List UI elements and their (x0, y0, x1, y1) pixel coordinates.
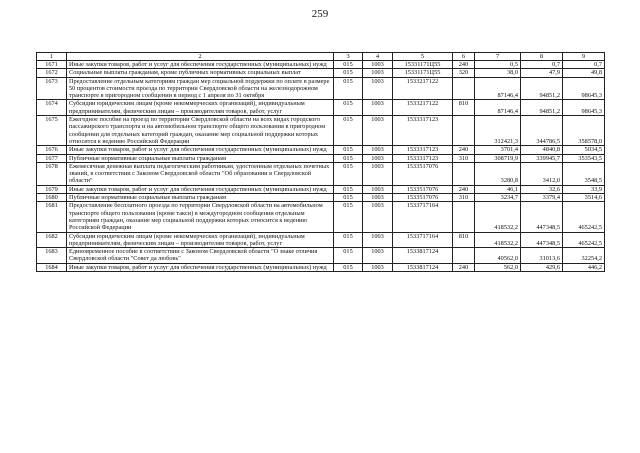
section-code: 1003 (363, 100, 393, 116)
row-description: Единовременное пособие в соответствии с Законом Свердловской области "О знаке отличия Свердловской области "Совет да любовь" (67, 248, 334, 264)
row-description: Предоставление отдельным категориям граждан мер социальной поддержки по оплате в размере 50 процентов стоимости проезда по территории Свердловской области на железнодорожном транспорте в пригородном сообщении в период с 1 апреля по 31 октября (67, 77, 334, 100)
target-article-code: 15331171Ц55 (393, 61, 453, 69)
target-article-code: 1533517076 (393, 194, 453, 202)
row-description: Ежемесячная денежная выплата педагогическим работникам, удостоенным отдельных почетных званий, в соответствии с Законом Свердловской области "Об образовании в Свердловской области" (67, 162, 334, 185)
row-description: Иные закупки товаров, работ и услуг для обеспечения государственных (муниципальных) нужд (67, 263, 334, 271)
amount-year-2: 0,7 (521, 61, 563, 69)
amount-year-2: 339945,7 (521, 154, 563, 162)
amount-year-3: 3514,6 (563, 194, 605, 202)
section-code: 1003 (363, 248, 393, 264)
budget-table (36, 52, 605, 272)
row-description: Иные закупки товаров, работ и услуг для обеспечения государственных (муниципальных) нужд (67, 146, 334, 154)
expense-type-code (453, 77, 475, 100)
table-row (37, 202, 605, 232)
row-description: Иные закупки товаров, работ и услуг для обеспечения государственных (муниципальных) нужд (67, 185, 334, 193)
amount-year-2: 94851,2 (521, 100, 563, 116)
row-description: Иные закупки товаров, работ и услуг для обеспечения государственных (муниципальных) нужд (67, 61, 334, 69)
row-number: 1675 (37, 116, 67, 146)
amount-year-2: 3379,4 (521, 194, 563, 202)
amount-year-1: 87146,4 (475, 100, 521, 116)
amount-year-3: 0,7 (563, 61, 605, 69)
column-header: 4 (363, 53, 393, 61)
section-code: 1003 (363, 61, 393, 69)
amount-year-1: 418532,2 (475, 232, 521, 248)
expense-type-code (453, 248, 475, 264)
table-row (37, 185, 605, 193)
target-article-code: 1533717164 (393, 232, 453, 248)
amount-year-2: 31013,6 (521, 248, 563, 264)
amount-year-3: 98645,3 (563, 77, 605, 100)
table-row (37, 194, 605, 202)
row-number: 1672 (37, 69, 67, 77)
ministry-code: 015 (334, 185, 363, 193)
amount-year-2: 94851,2 (521, 77, 563, 100)
target-article-code: 1533517076 (393, 162, 453, 185)
amount-year-1: 418532,2 (475, 202, 521, 232)
amount-year-2: 447348,5 (521, 202, 563, 232)
amount-year-1: 3701,4 (475, 146, 521, 154)
row-description: Публичные нормативные социальные выплаты гражданам (67, 194, 334, 202)
section-code: 1003 (363, 69, 393, 77)
target-article-code: 1533217122 (393, 100, 453, 116)
row-number: 1680 (37, 194, 67, 202)
ministry-code: 015 (334, 194, 363, 202)
ministry-code: 015 (334, 248, 363, 264)
section-code: 1003 (363, 263, 393, 271)
amount-year-2: 344786,5 (521, 116, 563, 146)
expense-type-code (453, 202, 475, 232)
target-article-code: 1533317123 (393, 116, 453, 146)
expense-type-code: 810 (453, 232, 475, 248)
amount-year-3: 465242,5 (563, 202, 605, 232)
target-article-code: 1533817124 (393, 263, 453, 271)
page-number: 259 (311, 8, 329, 20)
table-row (37, 100, 605, 116)
section-code: 1003 (363, 185, 393, 193)
amount-year-1: 87146,4 (475, 77, 521, 100)
amount-year-2: 3412,0 (521, 162, 563, 185)
column-header: 3 (334, 53, 363, 61)
amount-year-2: 32,6 (521, 185, 563, 193)
row-description: Субсидии юридическим лицам (кроме некоммерческих организаций), индивидуальным предпринимателям, физическим лицам – производителям товаров, работ, услуг (67, 100, 334, 116)
table-row (37, 77, 605, 100)
section-code: 1003 (363, 162, 393, 185)
row-number: 1681 (37, 202, 67, 232)
amount-year-1: 0,5 (475, 61, 521, 69)
row-description: Ежегодное пособие на проезд по территории Свердловской области на всех видах городского пассажирского транспорта и на автомобильном транспорте общего пользования в пригородном сообщении для отдельных категорий граждан, оказание мер социальной поддержки которых относится к ведению Российской Федерации (67, 116, 334, 146)
row-number: 1677 (37, 154, 67, 162)
amount-year-3: 5034,5 (563, 146, 605, 154)
ministry-code: 015 (334, 116, 363, 146)
amount-year-3: 465242,5 (563, 232, 605, 248)
column-header: 8 (521, 53, 563, 61)
ministry-code: 015 (334, 202, 363, 232)
row-number: 1683 (37, 248, 67, 264)
row-number: 1676 (37, 146, 67, 154)
expense-type-code: 320 (453, 69, 475, 77)
ministry-code: 015 (334, 100, 363, 116)
target-article-code: 1533717164 (393, 202, 453, 232)
column-header: 6 (453, 53, 475, 61)
amount-year-1: 40562,0 (475, 248, 521, 264)
row-description: Социальные выплаты гражданам, кроме публичных нормативных социальных выплат (67, 69, 334, 77)
table-row (37, 232, 605, 248)
target-article-code: 15331171Ц55 (393, 69, 453, 77)
amount-year-3: 33,9 (563, 185, 605, 193)
target-article-code: 1533517076 (393, 185, 453, 193)
amount-year-3: 98645,3 (563, 100, 605, 116)
row-number: 1679 (37, 185, 67, 193)
table-row (37, 116, 605, 146)
amount-year-3: 3548,5 (563, 162, 605, 185)
table-row (37, 248, 605, 264)
target-article-code: 1533817124 (393, 248, 453, 264)
amount-year-1: 38,0 (475, 69, 521, 77)
amount-year-3: 358578,0 (563, 116, 605, 146)
row-number: 1682 (37, 232, 67, 248)
section-code: 1003 (363, 194, 393, 202)
amount-year-1: 562,0 (475, 263, 521, 271)
ministry-code: 015 (334, 69, 363, 77)
column-header: 7 (475, 53, 521, 61)
amount-year-2: 429,6 (521, 263, 563, 271)
table-row (37, 162, 605, 185)
section-code: 1003 (363, 77, 393, 100)
section-code: 1003 (363, 146, 393, 154)
target-article-code: 1533317123 (393, 154, 453, 162)
ministry-code: 015 (334, 61, 363, 69)
target-article-code: 1533317123 (393, 146, 453, 154)
expense-type-code: 240 (453, 146, 475, 154)
row-number: 1678 (37, 162, 67, 185)
ministry-code: 015 (334, 162, 363, 185)
column-header: 1 (37, 53, 67, 61)
row-number: 1673 (37, 77, 67, 100)
expense-type-code (453, 116, 475, 146)
expense-type-code (453, 162, 475, 185)
amount-year-1: 312421,3 (475, 116, 521, 146)
row-number: 1684 (37, 263, 67, 271)
table-row (37, 154, 605, 162)
ministry-code: 015 (334, 154, 363, 162)
expense-type-code: 240 (453, 263, 475, 271)
column-header: 9 (563, 53, 605, 61)
section-code: 1003 (363, 116, 393, 146)
expense-type-code: 240 (453, 61, 475, 69)
ministry-code: 015 (334, 77, 363, 100)
amount-year-1: 3280,8 (475, 162, 521, 185)
amount-year-2: 47,9 (521, 69, 563, 77)
ministry-code: 015 (334, 232, 363, 248)
expense-type-code: 310 (453, 154, 475, 162)
amount-year-2: 4840,8 (521, 146, 563, 154)
column-header: 2 (67, 53, 334, 61)
expense-type-code: 240 (453, 185, 475, 193)
row-description: Публичные нормативные социальные выплаты гражданам (67, 154, 334, 162)
amount-year-3: 32254,2 (563, 248, 605, 264)
section-code: 1003 (363, 154, 393, 162)
header-row (37, 53, 605, 61)
row-description: Предоставление бесплатного проезда по территории Свердловской области на автомобильном транспорте общего пользования (кроме такси) в междугородном сообщении отдельным категориям граждан, оказание мер социальной поддержки которых относится к ведению Российской Федерации (67, 202, 334, 232)
ministry-code: 015 (334, 146, 363, 154)
row-number: 1674 (37, 100, 67, 116)
section-code: 1003 (363, 202, 393, 232)
amount-year-3: 353543,5 (563, 154, 605, 162)
section-code: 1003 (363, 232, 393, 248)
row-description: Субсидии юридическим лицам (кроме некоммерческих организаций), индивидуальным предпринимателям, физическим лицам – производителям товаров, работ, услуг (67, 232, 334, 248)
expense-type-code: 310 (453, 194, 475, 202)
target-article-code: 1533217122 (393, 77, 453, 100)
column-header: 5 (393, 53, 453, 61)
amount-year-1: 308719,9 (475, 154, 521, 162)
row-number: 1671 (37, 61, 67, 69)
amount-year-2: 447348,5 (521, 232, 563, 248)
amount-year-3: 446,2 (563, 263, 605, 271)
table-row (37, 146, 605, 154)
table-row (37, 61, 605, 69)
amount-year-1: 46,1 (475, 185, 521, 193)
amount-year-3: 49,8 (563, 69, 605, 77)
ministry-code: 015 (334, 263, 363, 271)
table-row (37, 69, 605, 77)
table-row (37, 263, 605, 271)
expense-type-code: 810 (453, 100, 475, 116)
amount-year-1: 3234,7 (475, 194, 521, 202)
